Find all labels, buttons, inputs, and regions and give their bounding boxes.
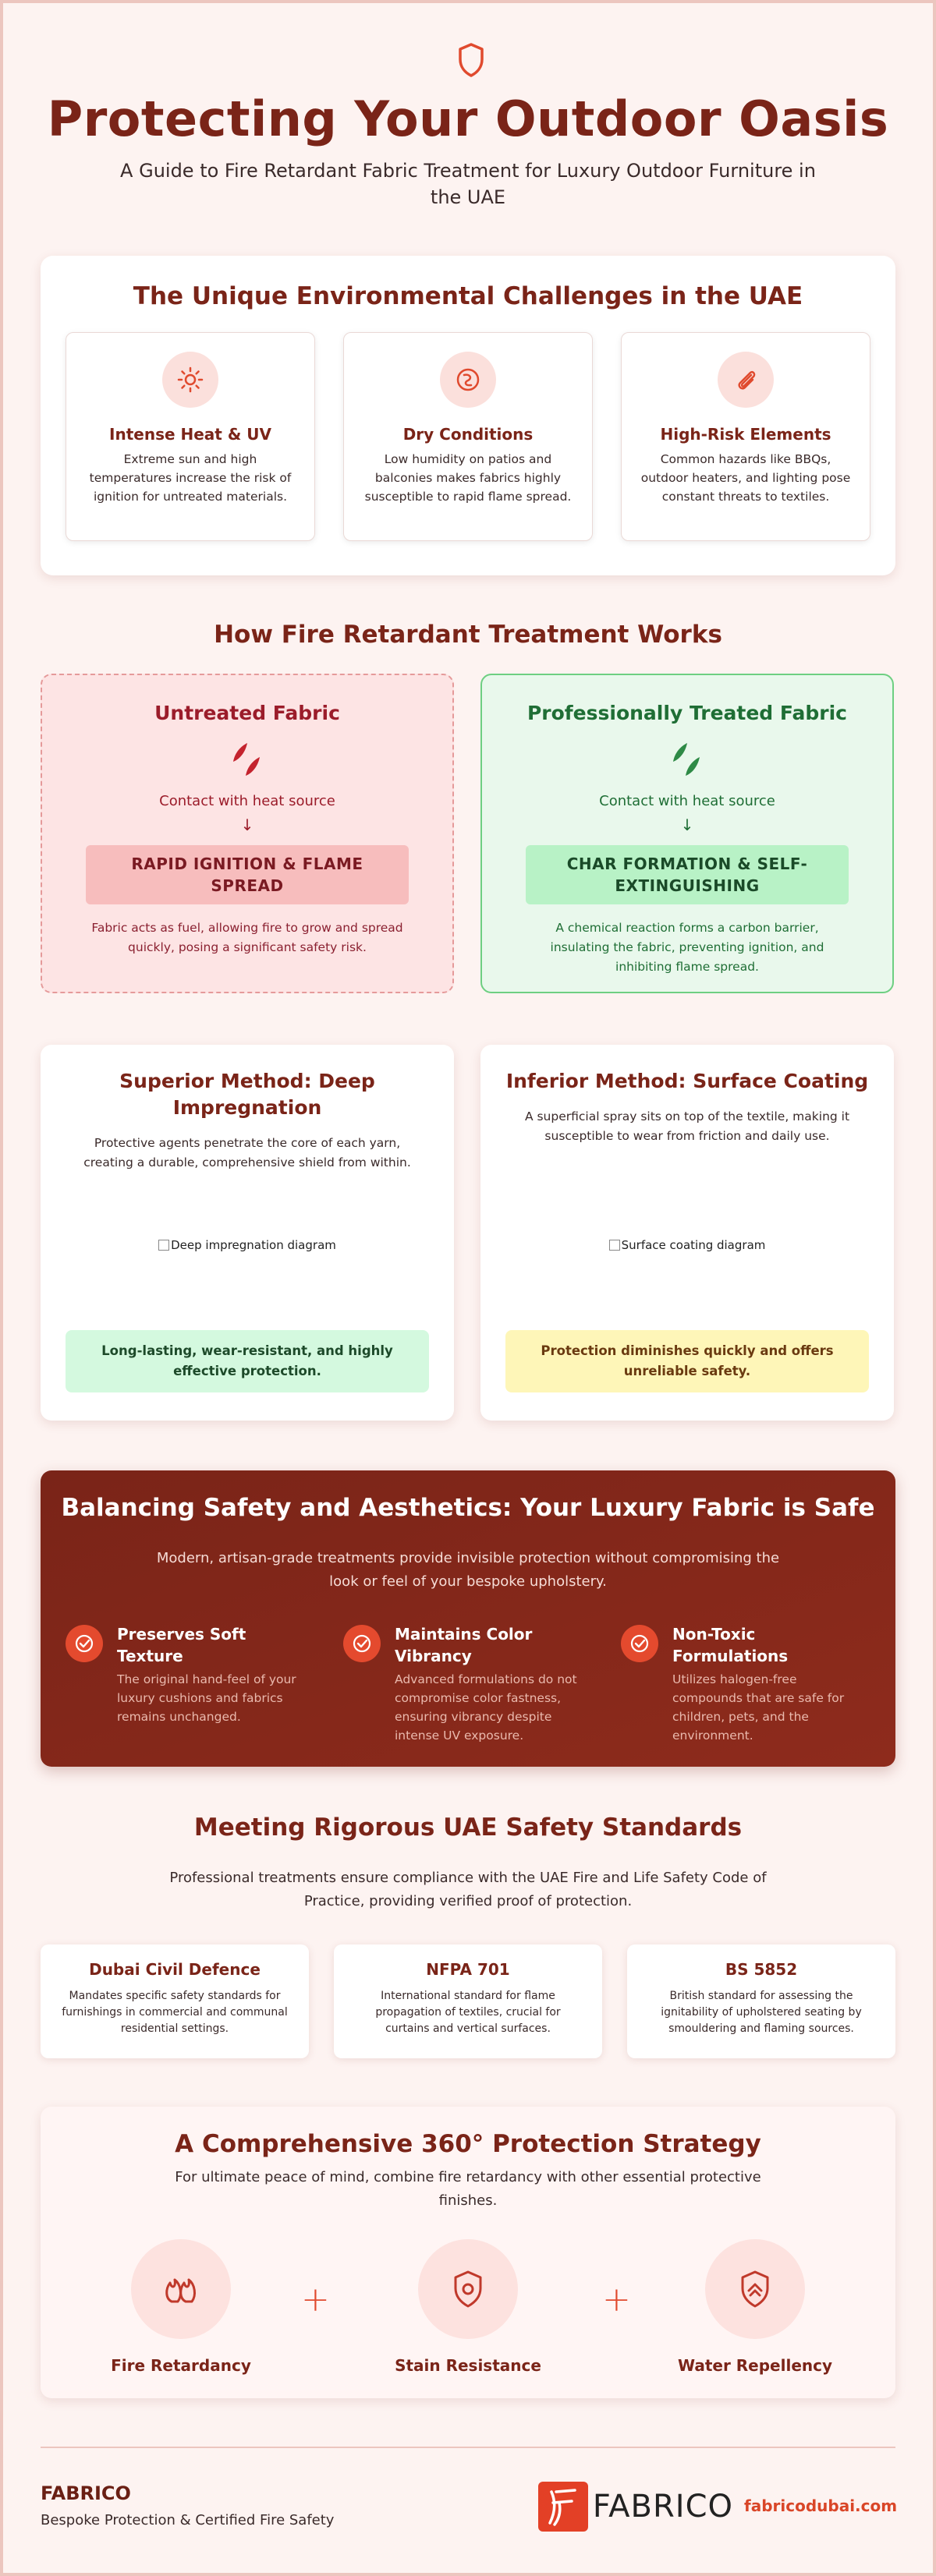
challenge-card-dry <box>343 332 593 541</box>
standard-text: British standard for assessing the ignitability of upholstered seating by smouldering and flaming sources. <box>661 1990 862 2035</box>
inferior-verdict: Protection diminishes quickly and offers unreliable safety. <box>505 1330 869 1392</box>
feature-text: Advanced formulations do not compromise color fastness, ensuring vibrancy despite intense UV exposure. <box>395 1672 577 1743</box>
challenge-title: Intense Heat & UV <box>109 425 271 444</box>
fabrico-logo-text: FABRICO <box>592 2489 733 2525</box>
footer-tagline: Bespoke Protection & Certified Fire Safety <box>41 2512 335 2528</box>
protection-strategy-section <box>41 2107 895 2398</box>
challenge-text: Low humidity on patios and balconies makes fabrics highly susceptible to rapid flame spread. <box>364 452 572 504</box>
untreated-contact: Contact with heat source <box>159 793 335 809</box>
standard-card-nfpa <box>334 1944 602 2058</box>
diagram-alt-text: Deep impregnation diagram <box>171 1238 336 1252</box>
protection-item-water <box>661 2239 849 2375</box>
flame-icon <box>224 740 271 780</box>
shield-icon <box>457 42 485 78</box>
treated-title: Professionally Treated Fabric <box>526 702 848 724</box>
sun-icon <box>162 352 218 408</box>
flame-icon <box>131 2239 231 2339</box>
balance-title: Balancing Safety and Aesthetics: Your Luxury Fabric is Safe <box>61 1494 875 1522</box>
inferior-desc: A superficial spray sits on top of the textile, making it susceptible to wear from friction and daily use. <box>524 1109 850 1143</box>
protection-item-stain <box>374 2239 562 2375</box>
protection-label: Fire Retardancy <box>111 2356 251 2375</box>
challenge-text: Common hazards like BBQs, outdoor heaters, and lighting pose constant threats to textiles. <box>640 452 851 504</box>
challenge-card-risk <box>621 332 870 541</box>
feature-color-vibrancy <box>343 1623 593 1745</box>
untreated-title: Untreated Fabric <box>154 702 340 724</box>
challenge-card-heat <box>66 332 315 541</box>
superior-verdict: Long-lasting, wear-resistant, and highly effective protection. <box>66 1330 429 1392</box>
deep-impregnation-diagram <box>41 1238 454 1252</box>
challenge-text: Extreme sun and high temperatures increase the risk of ignition for untreated materials. <box>89 452 292 504</box>
surface-coating-diagram <box>480 1238 894 1252</box>
website-link[interactable]: fabricodubai.com <box>744 2496 898 2515</box>
strategy-title: A Comprehensive 360° Protection Strategy <box>175 2130 761 2158</box>
standard-title: BS 5852 <box>725 1960 798 1979</box>
superior-title: Superior Method: Deep Impregnation <box>119 1070 375 1119</box>
standards-title: Meeting Rigorous UAE Safety Standards <box>193 1813 743 1842</box>
protection-label: Water Repellency <box>677 2356 833 2375</box>
standards-desc: Professional treatments ensure compliance with the UAE Fire and Life Safety Code of Practice, providing verified proof of protection. <box>169 1870 767 1909</box>
leaf-icon <box>664 740 711 780</box>
treated-result: CHAR FORMATION & SELF-EXTINGUISHING <box>526 845 849 904</box>
footer-divider <box>41 2447 895 2448</box>
diagram-alt-text: Surface coating diagram <box>621 1238 766 1252</box>
inferior-title: Inferior Method: Surface Coating <box>505 1070 869 1092</box>
treated-fabric-panel <box>480 674 894 993</box>
superior-method-card <box>41 1045 454 1421</box>
standard-text: Mandates specific safety standards for furnishings in commercial and communal residential settings. <box>62 1990 288 2035</box>
inferior-method-card <box>480 1045 894 1421</box>
plus-icon: + <box>602 2280 631 2319</box>
footer-brand: FABRICO <box>41 2482 131 2504</box>
shield-water-icon <box>705 2239 805 2339</box>
fabrico-logo <box>538 2479 733 2534</box>
down-arrow-icon: ↓ <box>240 816 254 834</box>
treated-desc: A chemical reaction forms a carbon barrier, insulating the fabric, preventing ignition, and inhibiting flame spread. <box>550 921 824 974</box>
challenge-title: High-Risk Elements <box>660 425 831 444</box>
broken-image-icon <box>609 1240 620 1251</box>
feature-title: Maintains Color Vibrancy <box>395 1625 533 1665</box>
standard-card-dcd <box>41 1944 309 2058</box>
challenges-section <box>41 256 895 575</box>
feature-text: Utilizes halogen-free compounds that are safe for children, pets, and the environment. <box>672 1672 845 1743</box>
broken-image-icon <box>158 1240 169 1251</box>
untreated-result: RAPID IGNITION & FLAME SPREAD <box>86 845 409 904</box>
shield-stain-icon <box>418 2239 518 2339</box>
how-title: How Fire Retardant Treatment Works <box>214 621 722 649</box>
untreated-fabric-panel <box>41 674 454 993</box>
page-subtitle: A Guide to Fire Retardant Fabric Treatment for Luxury Outdoor Furniture in the UAE <box>120 160 816 208</box>
check-badge-icon <box>343 1625 381 1662</box>
balance-section <box>41 1470 895 1767</box>
feature-title: Non-Toxic Formulations <box>672 1625 789 1665</box>
check-badge-icon <box>66 1625 103 1662</box>
feature-non-toxic <box>621 1623 870 1745</box>
treated-contact: Contact with heat source <box>599 793 775 809</box>
check-badge-icon <box>621 1625 658 1662</box>
feature-title: Preserves Soft Texture <box>117 1625 246 1665</box>
protection-label: Stain Resistance <box>395 2356 541 2375</box>
strategy-desc: For ultimate peace of mind, combine fire retardancy with other essential protective finishes. <box>175 2169 761 2209</box>
feature-text: The original hand-feel of your luxury cushions and fabrics remains unchanged. <box>117 1672 296 1724</box>
paperclip-icon <box>718 352 774 408</box>
untreated-desc: Fabric acts as fuel, allowing fire to grow and spread quickly, posing a significant safety risk. <box>91 921 403 954</box>
standard-title: NFPA 701 <box>426 1960 510 1979</box>
page-title: Protecting Your Outdoor Oasis <box>47 90 889 147</box>
challenges-title: The Unique Environmental Challenges in the UAE <box>133 282 803 310</box>
standard-card-bs <box>627 1944 895 2058</box>
feature-soft-texture <box>66 1623 315 1726</box>
down-arrow-icon: ↓ <box>680 816 694 834</box>
standard-text: International standard for flame propagation of textiles, crucial for curtains and vertical surfaces. <box>375 1990 561 2035</box>
standard-title: Dubai Civil Defence <box>89 1960 261 1979</box>
dry-leaf-icon <box>440 352 496 408</box>
challenge-title: Dry Conditions <box>402 425 534 444</box>
superior-desc: Protective agents penetrate the core of each yarn, creating a durable, comprehensive shield from within. <box>83 1136 411 1169</box>
protection-item-fire <box>87 2239 275 2375</box>
balance-desc: Modern, artisan-grade treatments provide invisible protection without compromising the look or feel of your bespoke upholstery. <box>156 1550 780 1590</box>
fabrico-logo-mark-icon <box>538 2482 588 2532</box>
plus-icon: + <box>301 2280 330 2319</box>
